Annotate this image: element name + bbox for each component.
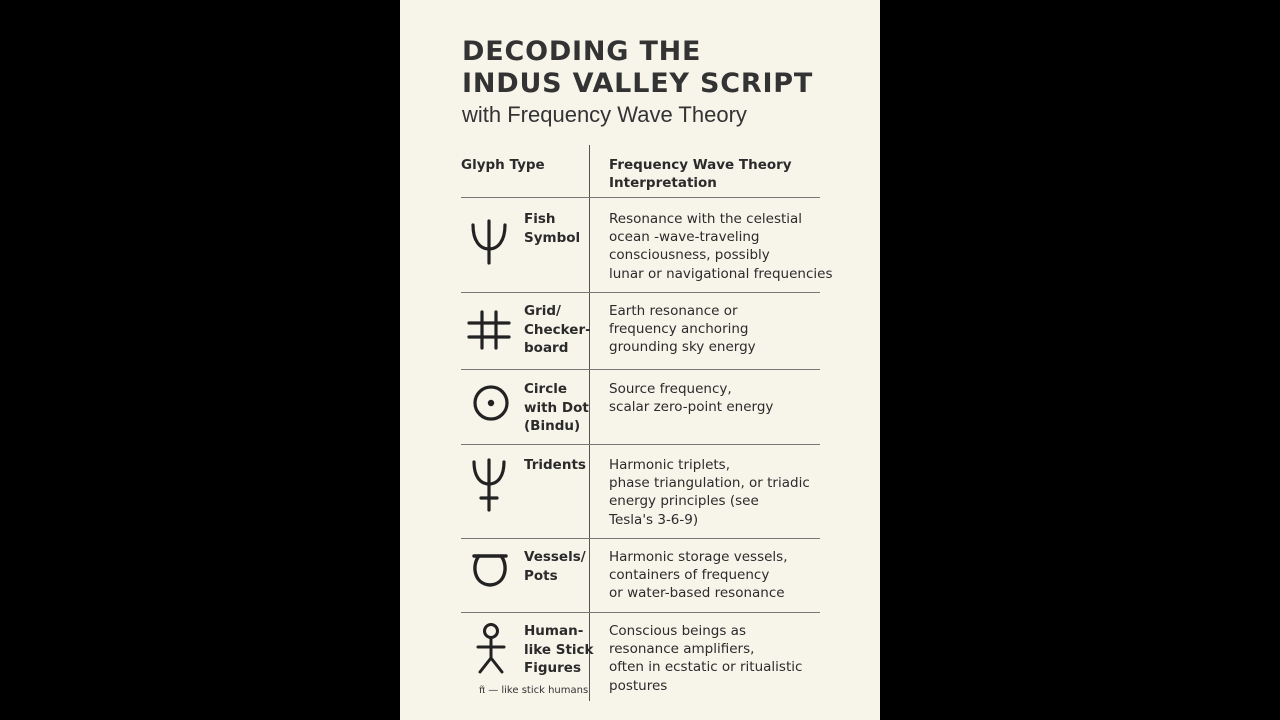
interpretation-line: grounding sky energy bbox=[609, 339, 756, 356]
interpretation-line: or water-based resonance bbox=[609, 585, 785, 602]
glyph-name-line: Tridents bbox=[524, 457, 586, 473]
table-row-tridents bbox=[461, 444, 821, 538]
glyph-name-line: Pots bbox=[524, 567, 558, 584]
interpretation-line: consciousness, possibly bbox=[609, 247, 770, 264]
glyph-name-line: Figures bbox=[524, 660, 581, 676]
header-interpretation bbox=[609, 156, 792, 192]
grid-checkerboard-icon bbox=[465, 300, 513, 358]
glyph-interpretation bbox=[609, 380, 824, 416]
header-interpretation-line-1: Frequency Wave Theory bbox=[609, 157, 792, 173]
glyph-name bbox=[524, 456, 590, 475]
title-line-1: DECODING THE bbox=[462, 36, 702, 67]
interpretation-line: postures bbox=[609, 677, 668, 694]
interpretation-line: scalar zero-point energy bbox=[609, 399, 774, 416]
glyph-table bbox=[461, 145, 833, 701]
interpretation-line: resonance amplifiers, bbox=[609, 641, 755, 658]
glyph-name-line: Grid/ bbox=[524, 303, 561, 319]
glyph-name-line: Checker- bbox=[524, 321, 591, 338]
glyph-name-line: board bbox=[524, 340, 569, 356]
interpretation-line: Source frequency, bbox=[609, 381, 732, 397]
interpretation-line: Resonance with the celestial bbox=[609, 211, 803, 227]
glyph-interpretation bbox=[609, 622, 824, 695]
interpretation-line: Conscious beings as bbox=[609, 623, 746, 639]
glyph-interpretation bbox=[609, 210, 833, 283]
circle-dot-icon bbox=[465, 375, 513, 433]
glyph-name-line: Human- bbox=[524, 623, 584, 639]
interpretation-line: phase triangulation, or triadic bbox=[609, 475, 810, 492]
fish-trident-icon bbox=[465, 209, 513, 267]
interpretation-line: Earth resonance or bbox=[609, 303, 738, 319]
glyph-interpretation bbox=[609, 548, 824, 603]
table-row-circle bbox=[461, 369, 821, 444]
trident-icon bbox=[465, 454, 513, 512]
glyph-name-line: (Bindu) bbox=[524, 418, 581, 434]
header-interpretation-line-2: Interpretation bbox=[609, 175, 717, 191]
header-glyph-type: Glyph Type bbox=[461, 157, 545, 173]
interpretation-line: containers of frequency bbox=[609, 567, 770, 584]
interpretation-line: frequency anchoring bbox=[609, 321, 749, 338]
interpretation-line: ocean -wave-traveling bbox=[609, 229, 760, 246]
document-title bbox=[462, 36, 813, 100]
glyph-interpretation bbox=[609, 456, 824, 529]
table-row-stick-figures bbox=[461, 612, 821, 701]
vessel-pot-icon bbox=[465, 542, 513, 600]
glyph-interpretation bbox=[609, 302, 824, 357]
glyph-name bbox=[524, 548, 590, 585]
interpretation-line: energy principles (see bbox=[609, 493, 759, 510]
document-page bbox=[400, 0, 880, 720]
table-row-fish bbox=[461, 197, 833, 292]
table-row-grid bbox=[461, 292, 821, 369]
glyph-name-line: like Stick bbox=[524, 641, 594, 658]
table-row-vessels bbox=[461, 538, 821, 612]
stick-figure-footnote: π̃ — like stick humans bbox=[479, 685, 589, 696]
title-line-2: INDUS VALLEY SCRIPT bbox=[462, 68, 814, 99]
interpretation-line: often in ecstatic or ritualistic bbox=[609, 659, 803, 676]
glyph-name-line: with Dot bbox=[524, 399, 589, 416]
glyph-name bbox=[524, 210, 590, 247]
glyph-name bbox=[524, 380, 590, 436]
interpretation-line: Harmonic triplets, bbox=[609, 457, 731, 473]
interpretation-line: Tesla's 3-6-9) bbox=[609, 511, 699, 528]
glyph-name bbox=[524, 302, 590, 358]
glyph-name bbox=[524, 622, 594, 678]
glyph-name-line: Circle bbox=[524, 381, 567, 397]
glyph-name-line: Fish bbox=[524, 211, 556, 227]
stick-figure-icon bbox=[465, 620, 513, 678]
glyph-name-line: Symbol bbox=[524, 229, 581, 246]
interpretation-line: Harmonic storage vessels, bbox=[609, 549, 788, 565]
glyph-name-line: Vessels/ bbox=[524, 549, 586, 565]
interpretation-line: lunar or navigational frequencies bbox=[609, 265, 833, 282]
document-subtitle: with Frequency Wave Theory bbox=[462, 102, 747, 127]
